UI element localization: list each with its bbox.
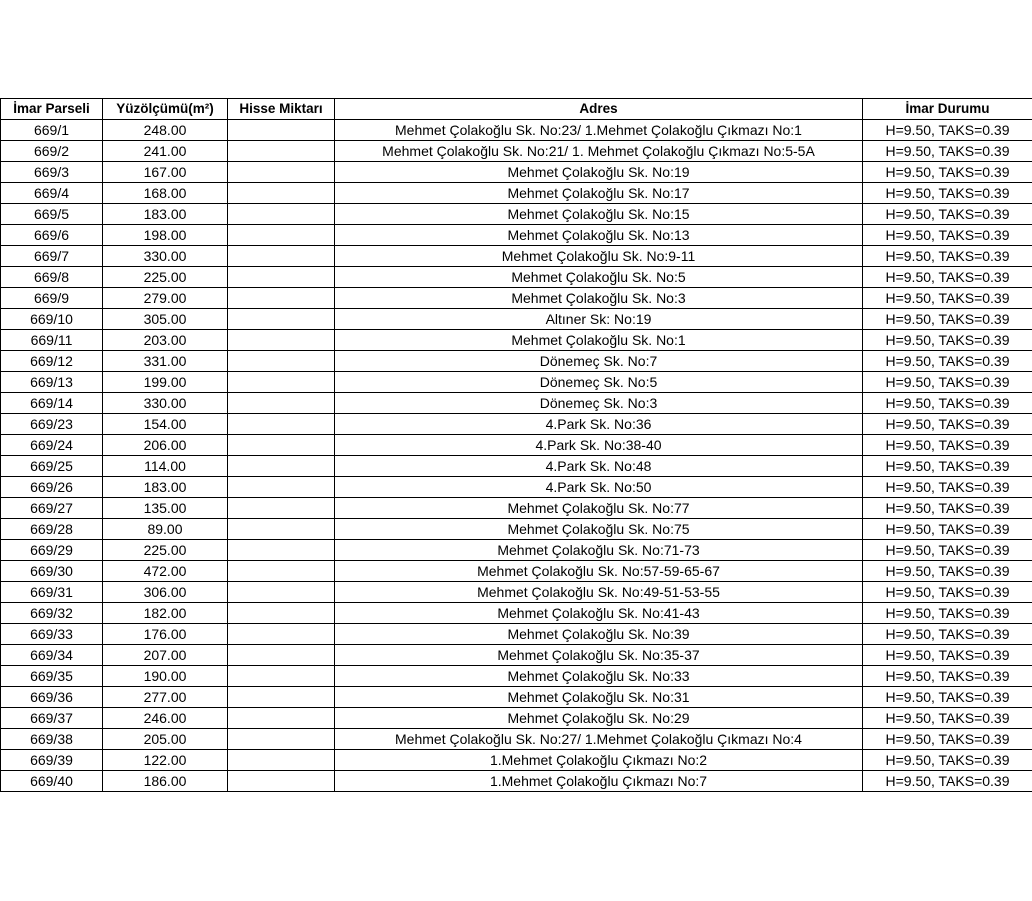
cell-adres: Mehmet Çolakoğlu Sk. No:39 xyxy=(335,624,863,645)
cell-yuzolcumu: 167.00 xyxy=(103,162,228,183)
table-row xyxy=(1,162,1032,183)
cell-adres: Mehmet Çolakoğlu Sk. No:41-43 xyxy=(335,603,863,624)
cell-imar-parseli: 669/29 xyxy=(1,540,103,561)
cell-adres: Mehmet Çolakoğlu Sk. No:15 xyxy=(335,204,863,225)
cell-hisse-miktari xyxy=(228,393,335,414)
cell-adres: Mehmet Çolakoğlu Sk. No:27/ 1.Mehmet Çolakoğlu Çıkmazı No:4 xyxy=(335,729,863,750)
table-row xyxy=(1,435,1032,456)
cell-imar-durumu: H=9.50, TAKS=0.39 xyxy=(863,603,1032,624)
cell-adres: Mehmet Çolakoğlu Sk. No:21/ 1. Mehmet Çolakoğlu Çıkmazı No:5-5A xyxy=(335,141,863,162)
cell-hisse-miktari xyxy=(228,498,335,519)
cell-yuzolcumu: 277.00 xyxy=(103,687,228,708)
table-row xyxy=(1,498,1032,519)
cell-yuzolcumu: 183.00 xyxy=(103,477,228,498)
cell-yuzolcumu: 472.00 xyxy=(103,561,228,582)
table-row xyxy=(1,540,1032,561)
cell-imar-parseli: 669/14 xyxy=(1,393,103,414)
cell-adres: Mehmet Çolakoğlu Sk. No:75 xyxy=(335,519,863,540)
cell-imar-parseli: 669/28 xyxy=(1,519,103,540)
cell-imar-parseli: 669/7 xyxy=(1,246,103,267)
cell-yuzolcumu: 122.00 xyxy=(103,750,228,771)
table-row xyxy=(1,603,1032,624)
cell-hisse-miktari xyxy=(228,267,335,288)
cell-adres: Mehmet Çolakoğlu Sk. No:49-51-53-55 xyxy=(335,582,863,603)
cell-hisse-miktari xyxy=(228,414,335,435)
cell-yuzolcumu: 199.00 xyxy=(103,372,228,393)
cell-imar-durumu: H=9.50, TAKS=0.39 xyxy=(863,498,1032,519)
cell-imar-parseli: 669/38 xyxy=(1,729,103,750)
cell-imar-durumu: H=9.50, TAKS=0.39 xyxy=(863,204,1032,225)
cell-yuzolcumu: 182.00 xyxy=(103,603,228,624)
table-row xyxy=(1,267,1032,288)
table-row xyxy=(1,666,1032,687)
table-row xyxy=(1,183,1032,204)
cell-hisse-miktari xyxy=(228,456,335,477)
cell-imar-parseli: 669/11 xyxy=(1,330,103,351)
cell-yuzolcumu: 154.00 xyxy=(103,414,228,435)
header-row xyxy=(1,99,1032,120)
cell-yuzolcumu: 207.00 xyxy=(103,645,228,666)
header-imar-parseli: İmar Parseli xyxy=(1,99,103,120)
header-yuzolcumu: Yüzölçümü(m²) xyxy=(103,99,228,120)
table-row xyxy=(1,771,1032,792)
cell-imar-parseli: 669/12 xyxy=(1,351,103,372)
cell-hisse-miktari xyxy=(228,477,335,498)
cell-imar-durumu: H=9.50, TAKS=0.39 xyxy=(863,414,1032,435)
cell-hisse-miktari xyxy=(228,225,335,246)
cell-hisse-miktari xyxy=(228,309,335,330)
table-row xyxy=(1,456,1032,477)
cell-imar-durumu: H=9.50, TAKS=0.39 xyxy=(863,351,1032,372)
cell-imar-parseli: 669/34 xyxy=(1,645,103,666)
header-adres: Adres xyxy=(335,99,863,120)
cell-imar-parseli: 669/37 xyxy=(1,708,103,729)
cell-imar-parseli: 669/32 xyxy=(1,603,103,624)
cell-adres: 1.Mehmet Çolakoğlu Çıkmazı No:2 xyxy=(335,750,863,771)
cell-imar-parseli: 669/2 xyxy=(1,141,103,162)
cell-imar-durumu: H=9.50, TAKS=0.39 xyxy=(863,225,1032,246)
cell-yuzolcumu: 225.00 xyxy=(103,540,228,561)
table-row xyxy=(1,414,1032,435)
cell-hisse-miktari xyxy=(228,729,335,750)
cell-adres: 4.Park Sk. No:48 xyxy=(335,456,863,477)
cell-imar-durumu: H=9.50, TAKS=0.39 xyxy=(863,183,1032,204)
cell-imar-parseli: 669/39 xyxy=(1,750,103,771)
cell-adres: Altıner Sk: No:19 xyxy=(335,309,863,330)
table-row xyxy=(1,687,1032,708)
cell-adres: Dönemeç Sk. No:7 xyxy=(335,351,863,372)
table-row xyxy=(1,561,1032,582)
table-row xyxy=(1,351,1032,372)
cell-yuzolcumu: 246.00 xyxy=(103,708,228,729)
cell-hisse-miktari xyxy=(228,603,335,624)
cell-yuzolcumu: 135.00 xyxy=(103,498,228,519)
table-row xyxy=(1,582,1032,603)
cell-imar-durumu: H=9.50, TAKS=0.39 xyxy=(863,435,1032,456)
cell-hisse-miktari xyxy=(228,540,335,561)
cell-yuzolcumu: 168.00 xyxy=(103,183,228,204)
table-row xyxy=(1,225,1032,246)
cell-imar-parseli: 669/8 xyxy=(1,267,103,288)
cell-adres: Mehmet Çolakoğlu Sk. No:3 xyxy=(335,288,863,309)
cell-imar-parseli: 669/31 xyxy=(1,582,103,603)
cell-adres: 4.Park Sk. No:36 xyxy=(335,414,863,435)
cell-adres: Mehmet Çolakoğlu Sk. No:29 xyxy=(335,708,863,729)
cell-adres: Mehmet Çolakoğlu Sk. No:31 xyxy=(335,687,863,708)
table-row xyxy=(1,708,1032,729)
header-imar-durumu: İmar Durumu xyxy=(863,99,1032,120)
cell-imar-durumu: H=9.50, TAKS=0.39 xyxy=(863,540,1032,561)
cell-imar-durumu: H=9.50, TAKS=0.39 xyxy=(863,393,1032,414)
cell-imar-durumu: H=9.50, TAKS=0.39 xyxy=(863,372,1032,393)
cell-imar-durumu: H=9.50, TAKS=0.39 xyxy=(863,267,1032,288)
cell-imar-parseli: 669/10 xyxy=(1,309,103,330)
cell-imar-durumu: H=9.50, TAKS=0.39 xyxy=(863,666,1032,687)
cell-imar-parseli: 669/25 xyxy=(1,456,103,477)
cell-adres: Dönemeç Sk. No:3 xyxy=(335,393,863,414)
cell-adres: Dönemeç Sk. No:5 xyxy=(335,372,863,393)
cell-hisse-miktari xyxy=(228,183,335,204)
table-header xyxy=(1,99,1032,120)
cell-imar-durumu: H=9.50, TAKS=0.39 xyxy=(863,309,1032,330)
cell-yuzolcumu: 89.00 xyxy=(103,519,228,540)
cell-hisse-miktari xyxy=(228,750,335,771)
cell-imar-durumu: H=9.50, TAKS=0.39 xyxy=(863,288,1032,309)
cell-imar-durumu: H=9.50, TAKS=0.39 xyxy=(863,687,1032,708)
cell-yuzolcumu: 225.00 xyxy=(103,267,228,288)
cell-adres: Mehmet Çolakoğlu Sk. No:1 xyxy=(335,330,863,351)
cell-hisse-miktari xyxy=(228,645,335,666)
cell-imar-durumu: H=9.50, TAKS=0.39 xyxy=(863,750,1032,771)
cell-imar-durumu: H=9.50, TAKS=0.39 xyxy=(863,708,1032,729)
cell-yuzolcumu: 176.00 xyxy=(103,624,228,645)
cell-imar-durumu: H=9.50, TAKS=0.39 xyxy=(863,645,1032,666)
cell-imar-parseli: 669/9 xyxy=(1,288,103,309)
cell-imar-parseli: 669/26 xyxy=(1,477,103,498)
cell-yuzolcumu: 241.00 xyxy=(103,141,228,162)
cell-yuzolcumu: 248.00 xyxy=(103,120,228,141)
cell-hisse-miktari xyxy=(228,666,335,687)
table-row xyxy=(1,750,1032,771)
cell-hisse-miktari xyxy=(228,771,335,792)
cell-adres: Mehmet Çolakoğlu Sk. No:19 xyxy=(335,162,863,183)
cell-yuzolcumu: 330.00 xyxy=(103,246,228,267)
cell-imar-parseli: 669/4 xyxy=(1,183,103,204)
cell-yuzolcumu: 114.00 xyxy=(103,456,228,477)
cell-adres: Mehmet Çolakoğlu Sk. No:77 xyxy=(335,498,863,519)
table-row xyxy=(1,120,1032,141)
table-row xyxy=(1,645,1032,666)
table-row xyxy=(1,477,1032,498)
table-row xyxy=(1,393,1032,414)
cell-imar-durumu: H=9.50, TAKS=0.39 xyxy=(863,246,1032,267)
cell-hisse-miktari xyxy=(228,687,335,708)
table-row xyxy=(1,372,1032,393)
table-row xyxy=(1,288,1032,309)
cell-hisse-miktari xyxy=(228,204,335,225)
cell-yuzolcumu: 330.00 xyxy=(103,393,228,414)
table-body xyxy=(1,120,1032,792)
cell-adres: 4.Park Sk. No:50 xyxy=(335,477,863,498)
table-row xyxy=(1,204,1032,225)
cell-imar-durumu: H=9.50, TAKS=0.39 xyxy=(863,519,1032,540)
table-row xyxy=(1,309,1032,330)
cell-yuzolcumu: 306.00 xyxy=(103,582,228,603)
table-row xyxy=(1,519,1032,540)
cell-hisse-miktari xyxy=(228,330,335,351)
cell-yuzolcumu: 305.00 xyxy=(103,309,228,330)
table-row xyxy=(1,246,1032,267)
cell-adres: Mehmet Çolakoğlu Sk. No:5 xyxy=(335,267,863,288)
cell-hisse-miktari xyxy=(228,288,335,309)
cell-imar-parseli: 669/24 xyxy=(1,435,103,456)
cell-imar-parseli: 669/23 xyxy=(1,414,103,435)
cell-yuzolcumu: 190.00 xyxy=(103,666,228,687)
header-hisse-miktari: Hisse Miktarı xyxy=(228,99,335,120)
cell-imar-durumu: H=9.50, TAKS=0.39 xyxy=(863,141,1032,162)
cell-hisse-miktari xyxy=(228,141,335,162)
cell-imar-parseli: 669/1 xyxy=(1,120,103,141)
cell-hisse-miktari xyxy=(228,561,335,582)
cell-imar-durumu: H=9.50, TAKS=0.39 xyxy=(863,582,1032,603)
cell-imar-parseli: 669/30 xyxy=(1,561,103,582)
cell-adres: Mehmet Çolakoğlu Sk. No:71-73 xyxy=(335,540,863,561)
cell-adres: Mehmet Çolakoğlu Sk. No:9-11 xyxy=(335,246,863,267)
cell-hisse-miktari xyxy=(228,120,335,141)
table-row xyxy=(1,330,1032,351)
cell-imar-parseli: 669/36 xyxy=(1,687,103,708)
cell-adres: Mehmet Çolakoğlu Sk. No:35-37 xyxy=(335,645,863,666)
table-row xyxy=(1,141,1032,162)
cell-imar-durumu: H=9.50, TAKS=0.39 xyxy=(863,330,1032,351)
cell-adres: Mehmet Çolakoğlu Sk. No:23/ 1.Mehmet Çolakoğlu Çıkmazı No:1 xyxy=(335,120,863,141)
cell-imar-parseli: 669/27 xyxy=(1,498,103,519)
cell-imar-parseli: 669/5 xyxy=(1,204,103,225)
cell-yuzolcumu: 206.00 xyxy=(103,435,228,456)
cell-adres: 1.Mehmet Çolakoğlu Çıkmazı No:7 xyxy=(335,771,863,792)
cell-imar-durumu: H=9.50, TAKS=0.39 xyxy=(863,456,1032,477)
cell-hisse-miktari xyxy=(228,708,335,729)
cell-hisse-miktari xyxy=(228,624,335,645)
parcel-table-container xyxy=(0,98,1032,792)
cell-hisse-miktari xyxy=(228,435,335,456)
cell-yuzolcumu: 203.00 xyxy=(103,330,228,351)
cell-imar-durumu: H=9.50, TAKS=0.39 xyxy=(863,162,1032,183)
cell-imar-durumu: H=9.50, TAKS=0.39 xyxy=(863,624,1032,645)
cell-imar-durumu: H=9.50, TAKS=0.39 xyxy=(863,477,1032,498)
cell-hisse-miktari xyxy=(228,372,335,393)
table-row xyxy=(1,624,1032,645)
cell-imar-parseli: 669/35 xyxy=(1,666,103,687)
cell-imar-parseli: 669/6 xyxy=(1,225,103,246)
cell-imar-parseli: 669/40 xyxy=(1,771,103,792)
table-row xyxy=(1,729,1032,750)
cell-imar-durumu: H=9.50, TAKS=0.39 xyxy=(863,120,1032,141)
cell-yuzolcumu: 186.00 xyxy=(103,771,228,792)
cell-imar-parseli: 669/13 xyxy=(1,372,103,393)
cell-adres: Mehmet Çolakoğlu Sk. No:57-59-65-67 xyxy=(335,561,863,582)
cell-hisse-miktari xyxy=(228,246,335,267)
cell-imar-parseli: 669/33 xyxy=(1,624,103,645)
parcel-table xyxy=(0,98,1032,792)
cell-yuzolcumu: 198.00 xyxy=(103,225,228,246)
cell-hisse-miktari xyxy=(228,519,335,540)
cell-imar-parseli: 669/3 xyxy=(1,162,103,183)
cell-imar-durumu: H=9.50, TAKS=0.39 xyxy=(863,729,1032,750)
cell-adres: Mehmet Çolakoğlu Sk. No:33 xyxy=(335,666,863,687)
cell-imar-durumu: H=9.50, TAKS=0.39 xyxy=(863,561,1032,582)
cell-yuzolcumu: 279.00 xyxy=(103,288,228,309)
cell-adres: 4.Park Sk. No:38-40 xyxy=(335,435,863,456)
cell-yuzolcumu: 331.00 xyxy=(103,351,228,372)
cell-hisse-miktari xyxy=(228,582,335,603)
cell-yuzolcumu: 183.00 xyxy=(103,204,228,225)
cell-adres: Mehmet Çolakoğlu Sk. No:13 xyxy=(335,225,863,246)
cell-imar-durumu: H=9.50, TAKS=0.39 xyxy=(863,771,1032,792)
cell-hisse-miktari xyxy=(228,351,335,372)
cell-yuzolcumu: 205.00 xyxy=(103,729,228,750)
cell-adres: Mehmet Çolakoğlu Sk. No:17 xyxy=(335,183,863,204)
cell-hisse-miktari xyxy=(228,162,335,183)
